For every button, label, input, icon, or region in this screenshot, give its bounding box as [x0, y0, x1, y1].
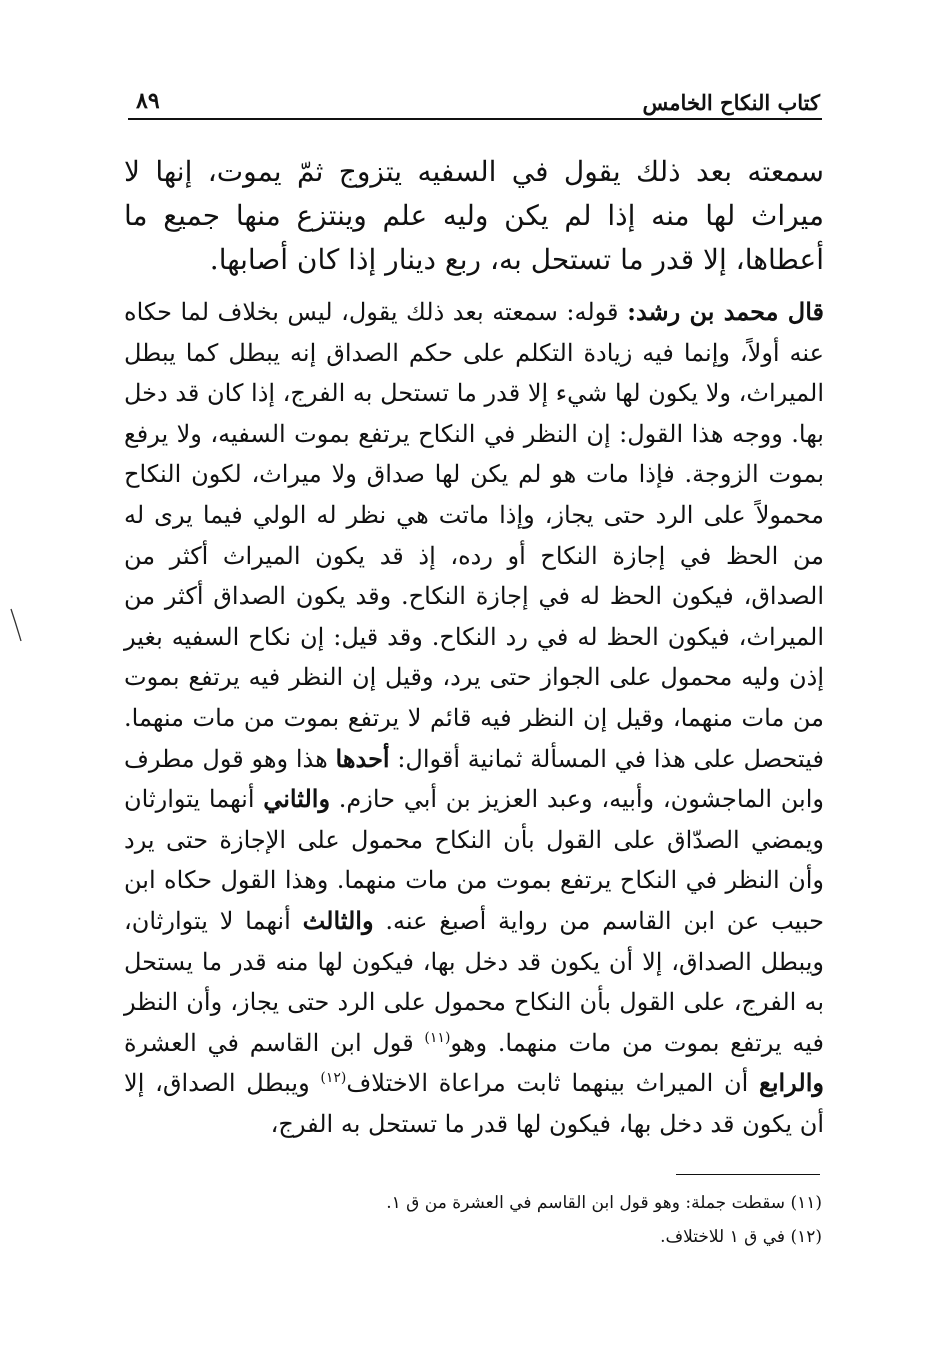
footnote-divider — [676, 1174, 820, 1175]
second-opinion-label: والثاني — [263, 784, 331, 814]
paragraph-2-text-3: أنهما يتوارثان ويمضي الصدّاق على القول بأن النكاح محمول على الإجازة حتى يرد وأن النظر في النكاح يرتفع بموت من مات منهما. وهذا القول حكاه ابن حبيب عن ابن القاسم من رواية أصبغ عنه. — [124, 785, 825, 935]
footnote-ref-12: (١٢) — [320, 1070, 347, 1087]
paragraph-2-text-7: ويبطل الصداق، إلا أن يكون قد دخل بها، فيكون لها قدر ما تستحل به الفرج، — [124, 1069, 824, 1138]
chapter-title: كتاب النكاح الخامس — [642, 90, 820, 115]
paragraph-2-text-1: قوله: سمعته بعد ذلك يقول، ليس بخلاف لما حكاه عنه أولاً، وإنما فيه زيادة التكلم على حكم الصداق إنه يبطل كما يبطل الميراث، ولا يكون لها شيء إلا قدر ما تستحل به الفرج، إذا كان قد دخل بها. ووجه هذا القول: إن النظر في النكاح يرتفع بموت السفيه، ولا يرفع بموت الزوجة. فإذا مات هو لم يكن لها صداق ولا ميراث، لكون النكاح محمولاً على الرد حتى يجاز، وإذا ماتت هي نظر له الولي فيما يرى له من الحظ في إجازة النكاح أو رده، إذ قد يكون الميراث أكثر من الصداق، فيكون الحظ له في إجازة النكاح. وقد يكون الصداق أكثر من الميراث، فيكون الحظ له في رد النكاح. وقد قيل: إن نكاح السفيه بغير إذن وليه محمول على الجواز حتى يرد، وقيل إن النظر فيه يرتفع بموت من مات منهما، وقيل إن النظر فيه قائم لا يرتفع بموت من مات منهما. فيتحصل على هذا في المسألة ثمانية أقوال: — [124, 298, 824, 773]
main-text — [124, 150, 824, 1144]
paragraph-2 — [124, 292, 824, 1144]
paragraph-2-text-5: قول ابن القاسم في العشرة — [124, 1028, 414, 1057]
paragraph-2-text-2: هذا وهو قول مطرف وابن الماجشون، وأبيه، وعبد العزيز بن أبي حازم. — [124, 744, 824, 814]
running-header — [128, 88, 822, 120]
paragraph-2-text-6: أن الميراث بينهما ثابت مراعاة الاختلاف — [346, 1069, 749, 1098]
fourth-opinion-label: والرابع — [759, 1068, 824, 1098]
third-opinion-label: والثالث — [302, 905, 374, 935]
speaker-label: قال محمد بن رشد: — [627, 297, 824, 326]
footnote-12: (١٢) في ق ١ للاختلاف. — [660, 1227, 822, 1247]
footnote-11: (١١) سقطت جملة: وهو قول ابن القاسم في العشرة من ق ١. — [386, 1193, 822, 1213]
margin-stroke-mark — [10, 608, 22, 642]
paragraph-2-text-4: أنهما لا يتوارثان، ويبطل الصداق، إلا أن يكون قد دخل بها، فيكون لها منه قدر ما يستحل به الفرج، على القول بأن النكاح محمول على الرد حتى يجاز، وأن النظر فيه يرتفع بموت من مات منهما. وهو — [124, 906, 824, 1057]
footnote-ref-11: (١١) — [424, 1029, 451, 1046]
page-number: ٨٩ — [136, 88, 160, 114]
footnotes — [300, 1186, 822, 1254]
paragraph-1: سمعته بعد ذلك يقول في السفيه يتزوج ثمّ يموت، إنها لا ميراث لها منه إذا لم يكن وليه علم وينتزع منها جميع ما أعطاها، إلا قدر ما تستحل به، ربع دينار إذا كان أصابها. — [124, 155, 824, 276]
first-opinion-label: أحدها — [335, 743, 390, 773]
